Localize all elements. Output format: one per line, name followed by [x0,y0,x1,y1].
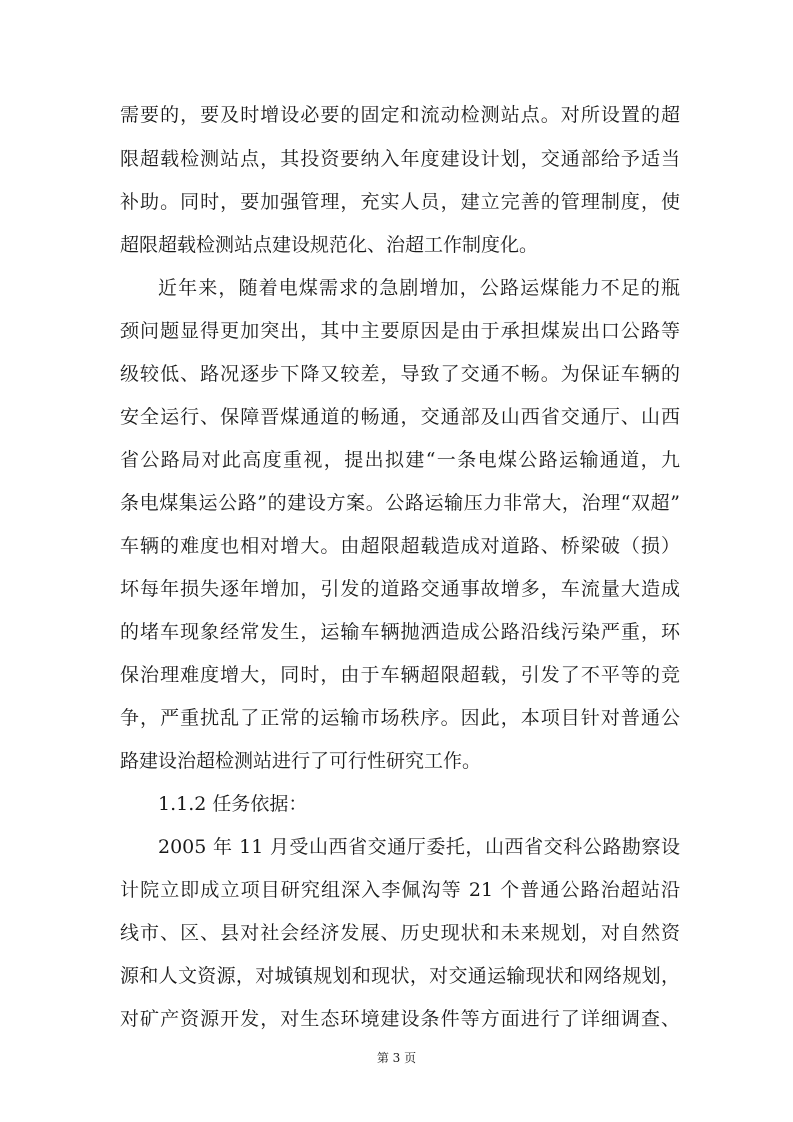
text-line: 坏每年损失逐年增加，引发的道路交通事故增多，车流量大造成 [120,578,680,600]
text-line: 补助。同时，要加强管理，充实人员，建立完善的管理制度，使 [120,191,680,213]
text-line: 对矿产资源开发，对生态环境建设条件等方面进行了详细调查、 [120,1008,680,1030]
text-line: 线市、区、县对社会经济发展、历史现状和未来规划，对自然资 [120,922,680,944]
text-line: 争，严重扰乱了正常的运输市场秩序。因此，本项目针对普通公 [120,707,680,729]
page-number: 第 3 页 [376,1051,417,1065]
text-line: 路建设治超检测站进行了可行性研究工作。 [120,750,482,772]
text-line: 的堵车现象经常发生，运输车辆抛洒造成公路沿线污染严重，环 [120,621,680,643]
section-heading: 1.1.2 任务依据： [158,793,308,815]
text-line: 颈问题显得更加突出，其中主要原因是由于承担煤炭出口公路等 [120,320,680,342]
text-line: 安全运行、保障晋煤通道的畅通，交通部及山西省交通厅、山西 [120,406,680,428]
paragraph-first-line: 近年来，随着电煤需求的急剧增加，公路运煤能力不足的瓶 [158,277,680,299]
text-line: 源和人文资源，对城镇规划和现状，对交通运输现状和网络规划， [120,965,680,987]
text-line: 限超载检测站点，其投资要纳入年度建设计划，交通部给予适当 [120,148,680,170]
text-line: 车辆的难度也相对增大。由超限超载造成对道路、桥梁破（损） [120,535,680,557]
text-line: 条电煤集运公路”的建设方案。公路运输压力非常大，治理“双超” [120,492,680,514]
text-line: 需要的，要及时增设必要的固定和流动检测站点。对所设置的超 [120,104,680,126]
text-line: 计院立即成立项目研究组深入李佩沟等 21 个普通公路治超站沿 [120,879,680,901]
paragraph-first-line: 2005 年 11 月受山西省交通厅委托，山西省交科公路勘察设 [158,836,680,858]
text-line: 超限超载检测站点建设规范化、治超工作制度化。 [120,234,539,256]
text-line: 保治理难度增大，同时，由于车辆超限超载，引发了不平等的竞 [120,664,680,686]
text-line: 级较低、路况逐步下降又较差，导致了交通不畅。为保证车辆的 [120,363,680,385]
text-line: 省公路局对此高度重视，提出拟建“一条电煤公路运输通道，九 [120,449,680,471]
